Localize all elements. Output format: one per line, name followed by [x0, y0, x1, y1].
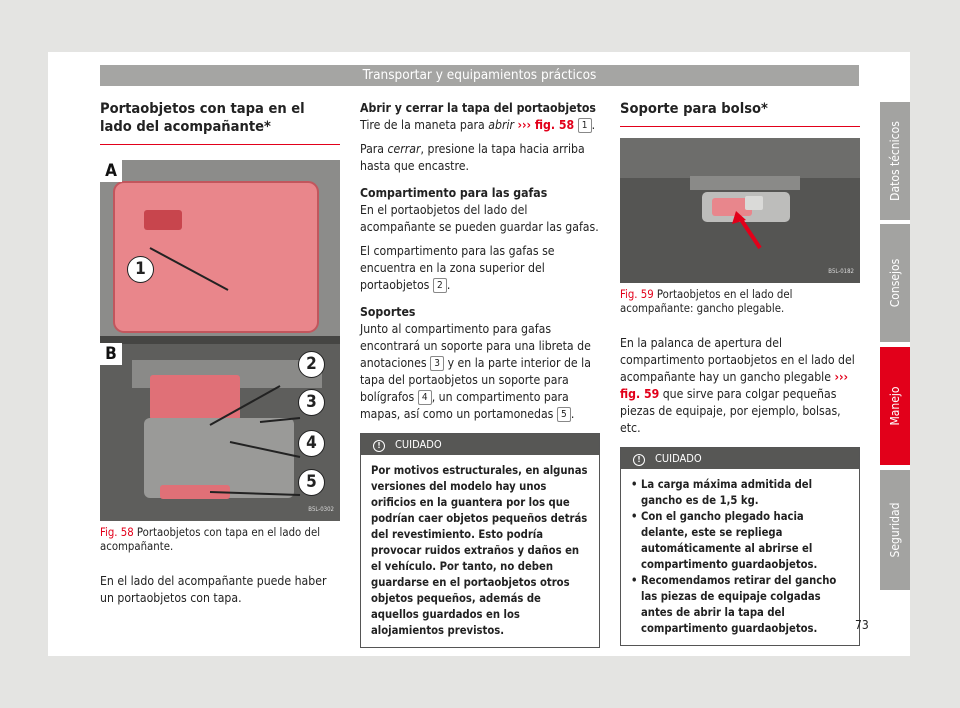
caution-header: ! CUIDADO	[361, 434, 599, 455]
callout-ref-4: 4	[418, 390, 432, 405]
figure-link[interactable]: ››› fig. 58	[517, 118, 575, 132]
caution-bullet: • Con el gancho plegado hacia delante, este se repliega automáticamente al abrirse el compartimento guardaobjetos.	[631, 509, 849, 573]
figure-label: Fig. 59	[620, 288, 654, 301]
paragraph-cerrar: Para cerrar, presione la tapa hacia arriba hasta que encastre.	[360, 142, 585, 173]
hook-illustration	[620, 138, 860, 283]
figure-link[interactable]: ››› fig. 59	[620, 370, 849, 401]
figure-code: B5L-0182	[828, 268, 854, 275]
panel-label-a: A	[100, 160, 122, 182]
paragraph-gafas-2: El compartimento para las gafas se encuentra en la zona superior del portaobjetos 2 .	[360, 244, 555, 292]
tab-manejo[interactable]: Manejo	[880, 347, 910, 465]
subheading-gafas: Compartimento para las gafas	[360, 186, 548, 200]
caution-text	[621, 469, 859, 645]
callout-2: 2	[298, 351, 325, 378]
caption-text: Portaobjetos en el lado del acompañante: gancho plegable.	[620, 288, 793, 315]
caption-text: Portaobjetos con tapa en el lado del acompañante.	[100, 526, 321, 553]
body-paragraph: En el lado del acompañante puede haber un portaobjetos con tapa.	[100, 574, 327, 605]
column-2	[360, 100, 600, 648]
column-1	[100, 100, 340, 614]
callout-4: 4	[298, 430, 325, 457]
warning-icon: !	[373, 440, 385, 452]
figure-58	[100, 160, 340, 521]
caution-bullet: • Recomendamos retirar del gancho las piezas de equipaje colgadas antes de abrir la tapa del compartimento guardaobjetos.	[631, 573, 849, 637]
page-number: 73	[855, 618, 869, 632]
caution-text: Por motivos estructurales, en algunas versiones del modelo hay unos orificios en la guantera por los que podrían caer objetos pequeños detrás del revestimiento. Esto podría provocar ruidos extraños y daños en el vehículo. Por tanto, no deben guardarse en el portaobjetos otros objetos pequeños, además de aquellos guardados en los alojamientos previstos.	[371, 464, 588, 637]
chapter-title: Transportar y equipamientos prácticos	[362, 67, 597, 83]
paragraph-gafas-1: En el portaobjetos del lado del acompañante se pueden guardar las gafas.	[360, 203, 599, 234]
figure-caption	[620, 288, 860, 316]
callout-ref-1: 1	[578, 118, 592, 133]
caution-box	[620, 447, 860, 646]
figure-caption	[100, 526, 340, 554]
callout-5: 5	[298, 469, 325, 496]
figure-code: B5L-0302	[308, 506, 334, 513]
paragraph-soportes: Junto al compartimento para gafas encontrará un soporte para una libreta de anotaciones 3 y en la parte interior de la tapa del portaobjetos un soporte para bolígrafos 4 , un compartimento para mapas, así como un portamonedas 5 .	[360, 322, 591, 421]
panel-label-b: B	[100, 343, 122, 365]
glovebox-illustration	[100, 160, 340, 521]
callout-ref-3: 3	[430, 356, 444, 371]
caution-bullet: • La carga máxima admitida del gancho es de 1,5 kg.	[631, 477, 849, 509]
body-paragraph: En la palanca de apertura del compartimento portaobjetos en el lado del acompañante hay un gancho plegable ››› fig. 59 que sirve para colgar pequeñas piezas de equipaje, por ejemplo, bolsas, etc.	[620, 336, 855, 435]
callout-1: 1	[127, 256, 154, 283]
tab-consejos[interactable]: Consejos	[880, 224, 910, 342]
warning-icon: !	[633, 454, 645, 466]
subheading-soportes: Soportes	[360, 305, 416, 319]
section-heading: Portaobjetos con tapa en el lado del acompañante*	[100, 100, 340, 145]
section-heading: Soporte para bolso*	[620, 100, 860, 127]
caution-header: ! CUIDADO	[621, 448, 859, 469]
callout-ref-2: 2	[433, 278, 447, 293]
figure-label: Fig. 58	[100, 526, 134, 539]
callout-ref-5: 5	[557, 407, 571, 422]
chapter-header	[100, 65, 859, 86]
tab-seguridad[interactable]: Seguridad	[880, 470, 910, 590]
tab-datos-tecnicos[interactable]: Datos técnicos	[880, 102, 910, 220]
paragraph-abrir: Tire de la maneta para abrir ››› fig. 58 1 .	[360, 118, 596, 132]
callout-3: 3	[298, 389, 325, 416]
column-3	[620, 100, 860, 646]
subheading-abrir-cerrar: Abrir y cerrar la tapa del portaobjetos	[360, 101, 596, 115]
caution-box	[360, 433, 600, 648]
figure-59	[620, 138, 860, 283]
